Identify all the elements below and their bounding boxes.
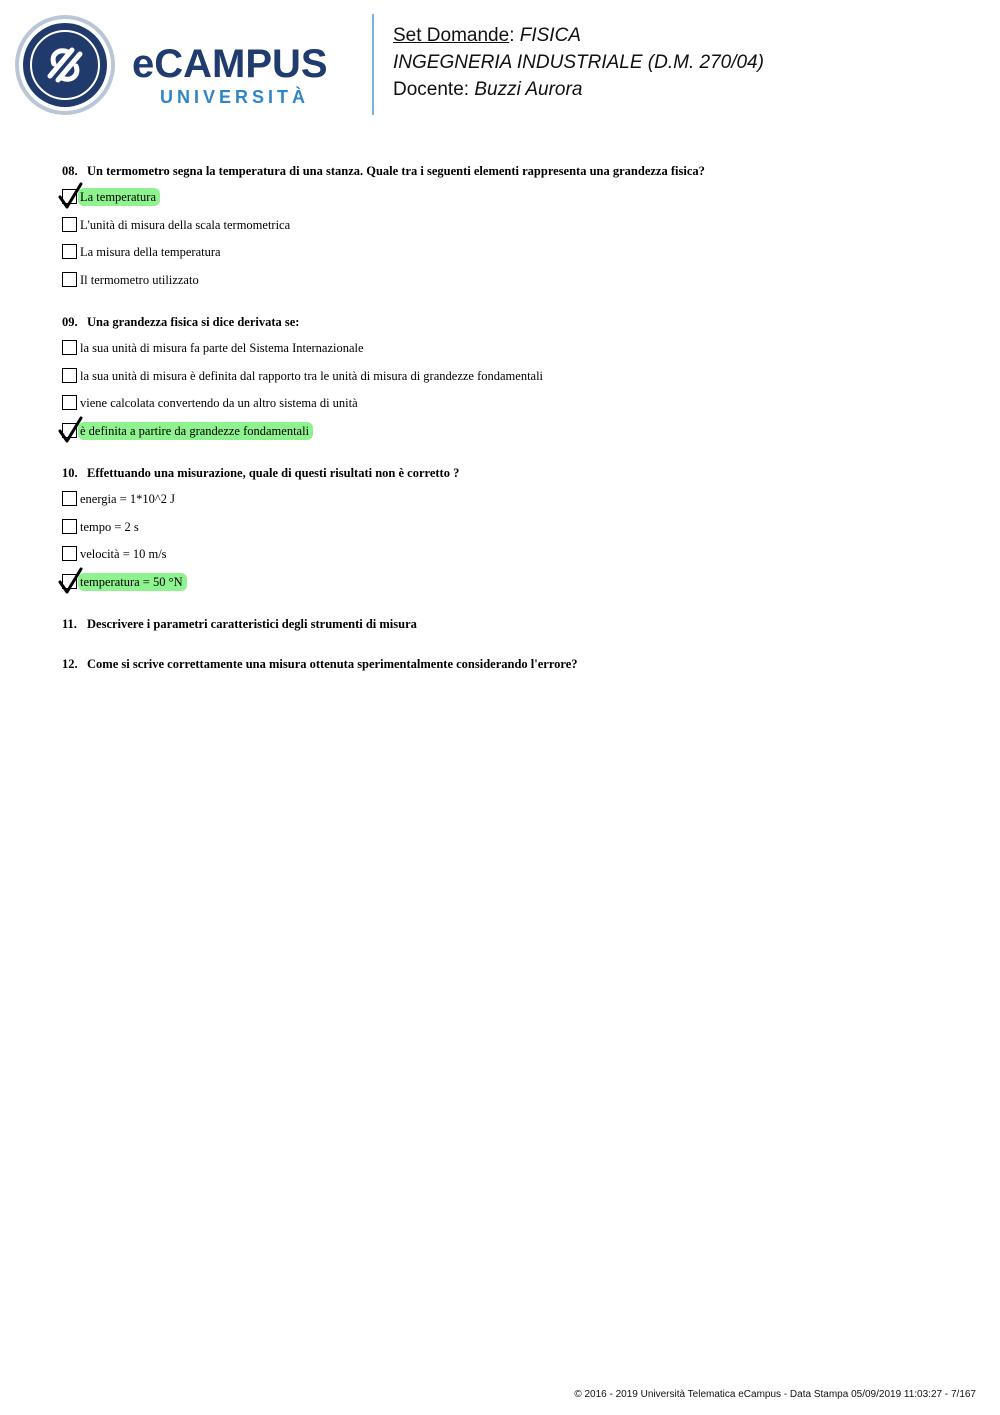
checkmark-icon (58, 567, 84, 595)
header-divider (372, 14, 374, 115)
header-info (393, 22, 764, 103)
subject: FISICA (519, 25, 581, 46)
logo-subtitle: UNIVERSITÀ (160, 87, 310, 107)
answer-text: tempo = 2 s (80, 520, 139, 534)
question-number: 10. (62, 466, 78, 480)
checkmark-icon (58, 182, 84, 210)
answer-text: la sua unità di misura è definita dal rapporto tra le unità di misura di grandezze fondamentali (80, 369, 544, 383)
answer-text: è definita a partire da grandezze fondamentali (78, 422, 313, 440)
question (62, 465, 459, 481)
set-line (393, 22, 764, 49)
answer-text: Il termometro utilizzato (80, 273, 199, 287)
ecampus-wordmark (132, 42, 357, 112)
question-text: Come si scrive correttamente una misura ottenuta sperimentalmente considerando l'errore? (87, 657, 578, 671)
answer-checkbox[interactable] (62, 244, 77, 259)
answer-checkbox[interactable] (62, 546, 77, 561)
teacher-name: Buzzi Aurora (474, 79, 583, 100)
question-text: Effettuando una misurazione, quale di questi risultati non è corretto ? (87, 466, 460, 480)
question-number: 08. (62, 164, 78, 178)
question-number: 12. (62, 657, 78, 671)
logo-name: eCAMPUS (132, 42, 328, 86)
answer-text: La misura della temperatura (80, 245, 221, 259)
answer-text: la sua unità di misura fa parte del Sistema Internazionale (80, 341, 364, 355)
answer-checkbox[interactable] (62, 395, 77, 410)
question-number: 09. (62, 315, 78, 329)
question (62, 656, 578, 672)
answer-checkbox[interactable] (62, 368, 77, 383)
answer-checkbox[interactable] (62, 272, 77, 287)
question (62, 616, 417, 632)
teacher-line (393, 76, 764, 103)
set-label: Set Domande (393, 25, 510, 46)
page-header (0, 0, 1000, 130)
answer-checkbox[interactable] (62, 217, 77, 232)
set-separator: : (509, 25, 520, 46)
answer-text: velocità = 10 m/s (80, 547, 167, 561)
question-text: Descrivere i parametri caratteristici degli strumenti di misura (87, 617, 417, 631)
answer-text: La temperatura (78, 188, 160, 206)
question-number: 11. (62, 617, 77, 631)
ecampus-seal-logo (14, 14, 116, 116)
answer-checkbox[interactable] (62, 519, 77, 534)
question-text: Un termometro segna la temperatura di una stanza. Quale tra i seguenti elementi rappresenta una grandezza fisica? (87, 164, 705, 178)
answer-checkbox[interactable] (62, 340, 77, 355)
teacher-label: Docente: (393, 79, 475, 100)
footer-copyright: © 2016 - 2019 Università Telematica eCampus - Data Stampa 05/09/2019 11:03:27 - 7/167 (574, 1389, 976, 1400)
answer-text: temperatura = 50 °N (78, 573, 187, 591)
course: INGEGNERIA INDUSTRIALE (D.M. 270/04) (393, 52, 764, 73)
answer-text: viene calcolata convertendo da un altro sistema di unità (80, 396, 358, 410)
question (62, 163, 705, 179)
question-text: Una grandezza fisica si dice derivata se: (87, 315, 300, 329)
answer-text: L'unità di misura della scala termometrica (80, 218, 291, 232)
checkmark-icon (58, 416, 84, 444)
answer-checkbox[interactable] (62, 491, 77, 506)
question (62, 314, 299, 330)
answer-text: energia = 1*10^2 J (80, 492, 175, 506)
